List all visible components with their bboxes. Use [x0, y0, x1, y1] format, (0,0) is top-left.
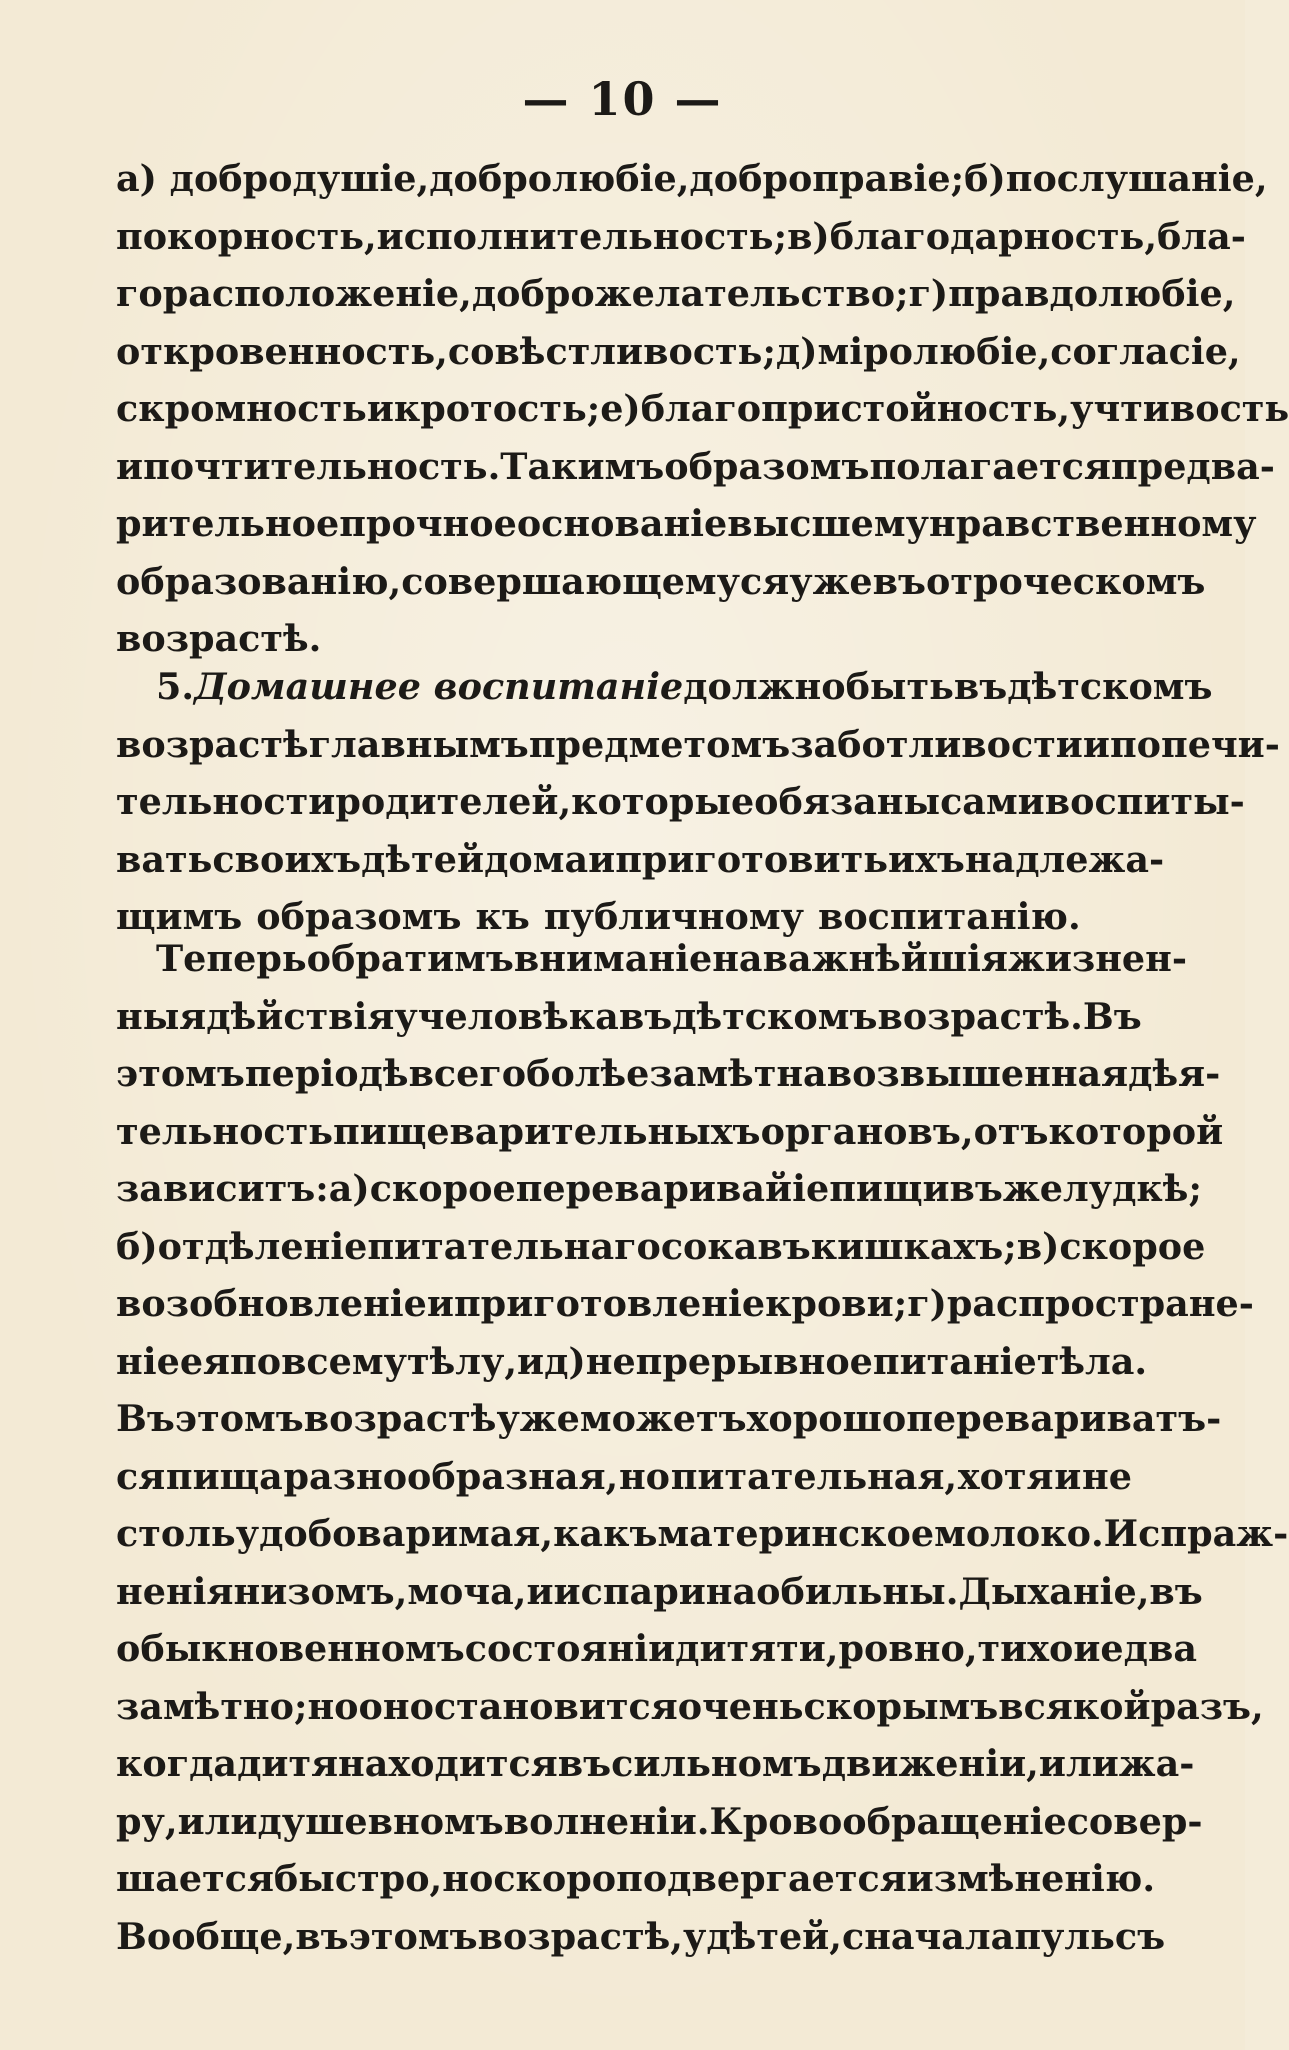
section-number: 5.	[156, 665, 195, 708]
word: испарина	[553, 1569, 757, 1613]
word: дѣтскомъ	[1007, 665, 1213, 708]
word: всякой	[998, 1684, 1151, 1728]
word: дѣтскомъ	[672, 994, 878, 1038]
word: пищеварительныхъ	[333, 1109, 761, 1153]
word: ровно,	[838, 1627, 978, 1670]
word: дѣтей,	[706, 1914, 842, 1958]
word: г)	[908, 272, 949, 315]
word: но	[618, 1454, 670, 1498]
word: ея	[179, 1339, 230, 1383]
word: ру,	[116, 1799, 178, 1843]
word: Испраж-	[1103, 1512, 1289, 1555]
word: быстро,	[273, 1857, 443, 1900]
word: и	[426, 1282, 454, 1325]
word: какъ	[553, 1512, 658, 1555]
word: не	[1081, 1454, 1132, 1498]
word: состояніи	[464, 1627, 676, 1670]
word: очень	[677, 1684, 804, 1728]
word: исполнительность;	[376, 214, 788, 258]
word: и	[517, 1339, 545, 1383]
word: в)	[787, 214, 830, 258]
word: предва-	[1110, 444, 1275, 488]
word: которые	[571, 780, 755, 823]
word: періодѣ	[244, 1052, 409, 1095]
word: дома	[484, 837, 589, 881]
word: жа-	[1118, 1742, 1195, 1785]
word: образомъ	[664, 444, 870, 488]
word: обильны.	[756, 1569, 959, 1613]
word: основаніе	[516, 502, 728, 545]
word: моча,	[407, 1569, 527, 1613]
word: распростране-	[946, 1282, 1254, 1325]
word: ніе	[116, 1339, 180, 1383]
word: возвышенная	[826, 1052, 1129, 1095]
word: тѣла.	[1036, 1339, 1148, 1383]
word: хотя	[957, 1454, 1054, 1498]
paragraph-line	[116, 1563, 1203, 1621]
word: главнымъ	[308, 722, 529, 766]
word: заботливости	[790, 722, 1083, 766]
word: совер-	[1066, 1799, 1203, 1843]
section-heading-emphasis: Домашнее воспитаніе	[194, 665, 684, 708]
word: низомъ,	[233, 1569, 408, 1613]
word: болѣе	[526, 1052, 650, 1095]
paragraph-line	[116, 1045, 1221, 1103]
word: обыкновенномъ	[116, 1627, 465, 1670]
paragraph-line	[116, 1620, 1197, 1678]
word: движеніи,	[821, 1742, 1039, 1785]
word: нравственному	[928, 502, 1257, 545]
paragraph-line	[116, 1735, 1195, 1793]
word: въ	[295, 1914, 349, 1958]
word: и	[1073, 1627, 1101, 1670]
word: удобоваримая,	[235, 1512, 554, 1555]
word: подвергается	[616, 1857, 907, 1900]
word: пища	[165, 1454, 283, 1498]
word: въ	[557, 1742, 612, 1785]
word: публичному	[543, 895, 804, 938]
word: въ	[757, 1224, 811, 1268]
paragraph-line	[116, 438, 1275, 496]
word: доброправіе;	[689, 157, 965, 200]
word: скорое	[369, 1167, 516, 1210]
word: волненіи.	[503, 1799, 710, 1843]
word: въ	[618, 994, 673, 1038]
word: этомъ	[116, 1052, 245, 1095]
word: уже	[496, 1397, 580, 1440]
word: или	[1038, 1742, 1119, 1785]
word: важнѣйшія	[762, 937, 1008, 980]
word: воспитанію.	[817, 895, 1081, 938]
word: но	[307, 1684, 359, 1728]
word: образомъ	[256, 895, 462, 938]
word: и	[1082, 722, 1110, 766]
word: прочное	[339, 502, 517, 545]
word: перевариватъ-	[906, 1397, 1222, 1440]
word: д)	[775, 329, 818, 373]
word: органовъ,	[760, 1109, 974, 1153]
paragraph-line	[116, 495, 1257, 553]
word: вать	[116, 837, 213, 881]
word: правдолюбіе,	[948, 272, 1236, 315]
word: становится	[433, 1684, 678, 1728]
word: сока	[660, 1224, 758, 1268]
word: замѣтна	[649, 1052, 827, 1095]
word: міролюбіе,	[817, 329, 1051, 373]
word: доброжелательство;	[471, 272, 909, 315]
word: бла-	[1157, 214, 1246, 258]
word: пульсъ	[1014, 1914, 1166, 1958]
word: возрастѣ	[303, 1397, 497, 1440]
word: желудкѣ;	[1002, 1167, 1202, 1210]
word: Такимъ	[500, 444, 665, 488]
word: молоко.	[934, 1512, 1104, 1555]
word: совѣстливость;	[447, 329, 776, 373]
page-number: — 10 —	[522, 72, 723, 126]
word: учтивость	[1070, 387, 1289, 430]
word: покорность,	[116, 214, 377, 258]
word: согласіе,	[1050, 329, 1241, 373]
word: кротость;	[393, 387, 601, 430]
word: скорое	[1059, 1224, 1206, 1268]
paragraph-line	[116, 323, 1241, 381]
word: и	[1054, 1454, 1082, 1498]
word: возрастѣ,	[477, 1914, 683, 1958]
paragraph-1	[116, 150, 1289, 668]
word: въ	[1149, 1569, 1203, 1613]
word: Въ	[116, 1397, 175, 1440]
word: скоро	[493, 1857, 617, 1900]
paragraph-line	[116, 716, 1280, 774]
word: д)	[544, 1339, 586, 1383]
word: Теперь	[156, 937, 307, 980]
word: б)	[964, 157, 1006, 200]
word: рительное	[116, 502, 340, 545]
paragraph-line	[116, 1275, 1254, 1333]
word: уже	[789, 559, 873, 603]
paragraph-line	[116, 1505, 1289, 1563]
paragraph-line	[116, 380, 1289, 438]
word: всего	[408, 1052, 527, 1095]
word: должно	[683, 665, 846, 708]
word: образованію,	[116, 559, 402, 603]
word: питаніе	[872, 1339, 1037, 1383]
paragraph-3	[116, 930, 1289, 1965]
word: Вообще,	[116, 1914, 296, 1958]
word: этомъ	[174, 1397, 304, 1440]
word: или	[177, 1799, 258, 1843]
word: отдѣленіе	[157, 1224, 368, 1268]
word: разнообразная,	[283, 1454, 619, 1498]
word: кишкахъ;	[810, 1224, 1017, 1268]
word: зависитъ:	[116, 1167, 329, 1210]
word: оно	[358, 1684, 434, 1728]
word: дитя	[237, 1742, 339, 1785]
word: г)	[907, 1282, 947, 1325]
word: у	[682, 1914, 707, 1958]
word: которой	[1048, 1109, 1224, 1153]
word: въ	[953, 665, 1008, 708]
paragraph-line	[116, 1333, 1148, 1391]
word: Кровообращеніе	[709, 1799, 1067, 1843]
paragraph-line	[116, 831, 1165, 889]
word: едва	[1100, 1627, 1197, 1670]
word: вниманіе	[513, 937, 713, 980]
word: можетъ	[579, 1397, 747, 1440]
word: дѣя-	[1128, 1052, 1221, 1095]
word: Дыханіе,	[958, 1569, 1150, 1613]
paragraph-line	[116, 208, 1246, 266]
word: приготовить	[615, 837, 888, 881]
word: и	[588, 837, 616, 881]
word: и	[116, 444, 144, 488]
word: и	[526, 1569, 554, 1613]
word: этомъ	[348, 1914, 478, 1958]
word: б)	[116, 1224, 158, 1268]
word: жизнен-	[1007, 937, 1187, 980]
word: возрастѣ	[116, 722, 309, 766]
paragraph-line	[116, 1678, 1264, 1736]
paragraph-line	[116, 1218, 1206, 1276]
word: откровенность,	[116, 329, 448, 373]
word: въ	[872, 559, 927, 603]
word: скорымъ	[803, 1684, 999, 1728]
paragraph-line	[116, 1390, 1222, 1448]
word: ся	[116, 1454, 166, 1498]
word: предметомъ	[528, 722, 791, 766]
word: крови;	[765, 1282, 908, 1325]
word: душевномъ	[257, 1799, 504, 1843]
word: а) добродушіе,	[116, 157, 430, 200]
paragraph-2	[116, 658, 1280, 946]
word: благодарность,	[829, 214, 1158, 258]
word: когда	[116, 1742, 238, 1785]
word: тельность	[116, 1109, 334, 1153]
paragraph-line	[116, 265, 1236, 323]
word: пищи	[829, 1167, 950, 1210]
paragraph-line	[116, 1448, 1132, 1506]
word: тѣлу,	[406, 1339, 518, 1383]
word: сначала	[841, 1914, 1015, 1958]
word: находится	[338, 1742, 558, 1785]
word: сильномъ	[611, 1742, 822, 1785]
word: и	[366, 387, 394, 430]
paragraph-line	[116, 1850, 1156, 1908]
word: благопристойность,	[640, 387, 1071, 430]
word: материнское	[657, 1512, 935, 1555]
word: воспиты-	[1044, 780, 1245, 823]
word: человѣка	[417, 994, 619, 1038]
word: на	[712, 937, 763, 980]
paragraph-line	[116, 930, 1187, 988]
word: Въ	[1082, 994, 1142, 1038]
word: хорошо	[746, 1397, 907, 1440]
word: высшему	[727, 502, 929, 545]
word: горасположеніе,	[116, 272, 472, 315]
word: по	[230, 1339, 282, 1383]
paragraph-line	[116, 150, 1268, 208]
word: обязаны	[754, 780, 941, 823]
word: почтительность.	[143, 444, 501, 488]
word: переваривайіе	[515, 1167, 830, 1210]
word: полагается	[869, 444, 1111, 488]
word: но	[442, 1857, 494, 1900]
word: добролюбіе,	[429, 157, 690, 200]
word: возобновленіе	[116, 1282, 427, 1325]
word: къ	[475, 895, 530, 938]
word: въ	[949, 1167, 1003, 1210]
word: обратимъ	[306, 937, 514, 980]
word: измѣненію.	[906, 1857, 1156, 1900]
word: родителей,	[335, 780, 572, 823]
paragraph-line	[116, 988, 1142, 1046]
word: сами	[940, 780, 1045, 823]
word: ихъ	[888, 837, 965, 881]
word: послушаніе,	[1005, 157, 1268, 200]
paragraph-line	[116, 1908, 1166, 1966]
word: надлежа-	[964, 837, 1165, 881]
word: е)	[600, 387, 641, 430]
word: замѣтно;	[116, 1684, 308, 1728]
word: скромность	[116, 387, 367, 430]
word: в)	[1016, 1224, 1060, 1268]
word: шается	[116, 1857, 274, 1900]
paragraph-line	[116, 658, 1213, 716]
word: дѣйствія	[206, 994, 395, 1038]
word: отъ	[973, 1109, 1049, 1153]
word: непрерывное	[585, 1339, 873, 1383]
word: всему	[281, 1339, 407, 1383]
word: попечи-	[1109, 722, 1280, 766]
word: ныя	[116, 994, 207, 1038]
word: тихо	[977, 1627, 1074, 1670]
word: столь	[116, 1512, 236, 1555]
paragraph-line	[116, 1160, 1202, 1218]
word: приготовленіе	[453, 1282, 766, 1325]
word: возрастѣ.	[877, 994, 1083, 1038]
paragraph-line	[116, 1793, 1203, 1851]
word: питательная,	[670, 1454, 958, 1498]
word: щимъ	[116, 895, 243, 938]
word: своихъ	[212, 837, 362, 881]
paragraph-line	[116, 553, 1206, 611]
word: разъ,	[1150, 1684, 1264, 1728]
word: питательнаго	[367, 1224, 661, 1268]
paragraph-line	[116, 1103, 1224, 1161]
word: дѣтей	[361, 837, 485, 881]
word: отроческомъ	[926, 559, 1206, 603]
word: а)	[328, 1167, 370, 1210]
word: совершающемуся	[401, 559, 790, 603]
word: дитяти,	[675, 1627, 839, 1670]
word: быть	[845, 665, 954, 708]
word: у	[394, 994, 418, 1038]
word: ненія	[116, 1569, 234, 1613]
paragraph-line	[116, 773, 1245, 831]
word: тельности	[116, 780, 336, 823]
word: возрастѣ.	[116, 617, 322, 660]
